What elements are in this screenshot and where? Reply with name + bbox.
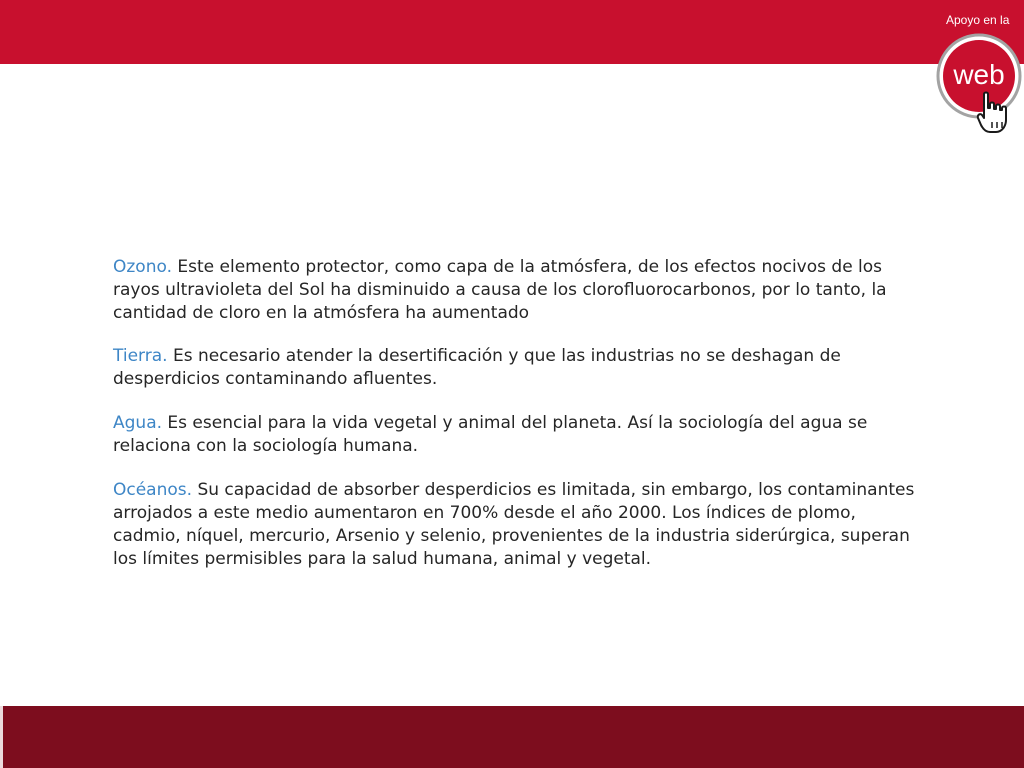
badge-word: web: [953, 59, 1005, 90]
paragraph-label: Tierra.: [113, 346, 168, 366]
body-text: [113, 256, 925, 591]
footer-band: [0, 706, 1024, 768]
badge-caption: Apoyo en la: [946, 13, 1010, 27]
web-badge[interactable]: [930, 28, 1024, 140]
paragraph-label: Agua.: [113, 413, 163, 433]
paragraph-text: Es esencial para la vida vegetal y animal del planeta. Así la sociología del agua se relaciona con la sociología humana.: [113, 413, 868, 456]
paragraph-tierra: [113, 345, 925, 391]
paragraph-oceanos: [113, 479, 925, 571]
header-band: [0, 0, 1024, 64]
paragraph-label: Ozono.: [113, 257, 172, 277]
paragraph-text: Este elemento protector, como capa de la atmósfera, de los efectos nocivos de los rayos ultravioleta del Sol ha disminuido a causa de los clorofluorocarbonos, por lo tanto, la cantidad de cloro en la atmósfera ha aumentado: [113, 257, 887, 323]
paragraph-label: Océanos.: [113, 480, 193, 500]
paragraph-agua: [113, 412, 925, 458]
paragraph-ozono: [113, 256, 925, 325]
paragraph-text: Es necesario atender la desertificación y que las industrias no se deshagan de desperdicios contaminando afluentes.: [113, 346, 841, 389]
paragraph-text: Su capacidad de absorber desperdicios es limitada, sin embargo, los contaminantes arrojados a este medio aumentaron en 700% desde el año 2000. Los índices de plomo, cadmio, níquel, mercurio, Arsenio y selenio, provenientes de la industria siderúrgica, superan los límites permisibles para la salud humana, animal y vegetal.: [113, 480, 915, 569]
